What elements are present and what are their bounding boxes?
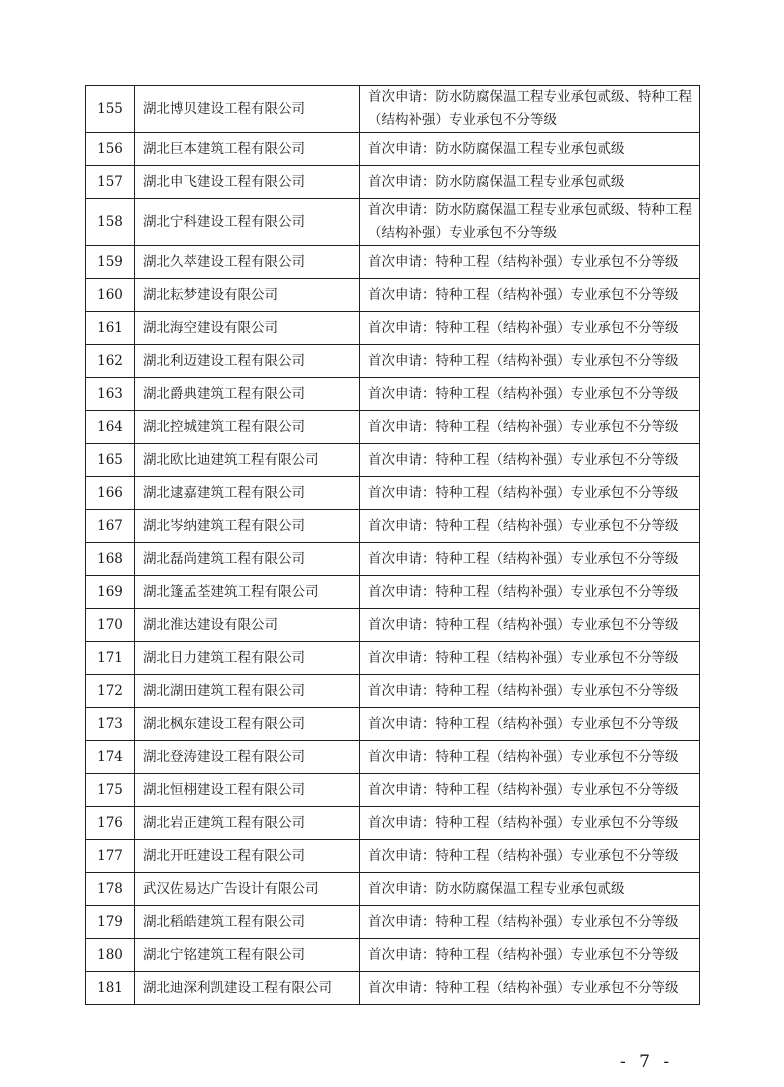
company-name: 湖北枫东建设工程有限公司 <box>135 708 360 741</box>
table-row <box>86 873 700 906</box>
row-number: 165 <box>86 444 135 477</box>
row-number: 177 <box>86 840 135 873</box>
qualification-text: 首次申请：特种工程（结构补强）专业承包不分等级 <box>360 972 700 1005</box>
row-number: 161 <box>86 312 135 345</box>
table-row <box>86 840 700 873</box>
company-name: 湖北磊尚建筑工程有限公司 <box>135 543 360 576</box>
company-name: 湖北日力建筑工程有限公司 <box>135 642 360 675</box>
table-row <box>86 444 700 477</box>
row-number: 168 <box>86 543 135 576</box>
table-row <box>86 166 700 199</box>
company-name: 湖北湖田建筑工程有限公司 <box>135 675 360 708</box>
table-row <box>86 576 700 609</box>
company-name: 湖北巨本建筑工程有限公司 <box>135 133 360 166</box>
row-number: 172 <box>86 675 135 708</box>
company-qualification-table <box>85 85 700 1005</box>
qualification-text: 首次申请：特种工程（结构补强）专业承包不分等级 <box>360 345 700 378</box>
qualification-text: 首次申请：防水防腐保温工程专业承包贰级 <box>360 873 700 906</box>
company-name: 湖北稻皓建筑工程有限公司 <box>135 906 360 939</box>
row-number: 176 <box>86 807 135 840</box>
company-name: 湖北宁铭建筑工程有限公司 <box>135 939 360 972</box>
row-number: 155 <box>86 86 135 133</box>
table-row <box>86 86 700 133</box>
qualification-text: 首次申请：特种工程（结构补强）专业承包不分等级 <box>360 411 700 444</box>
table-row <box>86 510 700 543</box>
company-name: 湖北利迈建设工程有限公司 <box>135 345 360 378</box>
row-number: 173 <box>86 708 135 741</box>
row-number: 156 <box>86 133 135 166</box>
table-row <box>86 939 700 972</box>
row-number: 164 <box>86 411 135 444</box>
company-name: 湖北欧比迪建筑工程有限公司 <box>135 444 360 477</box>
table-row <box>86 741 700 774</box>
table-row <box>86 133 700 166</box>
qualification-text: 首次申请：特种工程（结构补强）专业承包不分等级 <box>360 642 700 675</box>
table-row <box>86 675 700 708</box>
row-number: 175 <box>86 774 135 807</box>
qualification-text: 首次申请：特种工程（结构补强）专业承包不分等级 <box>360 774 700 807</box>
company-name: 湖北恒栩建设工程有限公司 <box>135 774 360 807</box>
company-name: 湖北海空建设有限公司 <box>135 312 360 345</box>
table-row <box>86 972 700 1005</box>
qualification-text: 首次申请：防水防腐保温工程专业承包贰级 <box>360 133 700 166</box>
qualification-text: 首次申请：特种工程（结构补强）专业承包不分等级 <box>360 510 700 543</box>
qualification-text: 首次申请：特种工程（结构补强）专业承包不分等级 <box>360 675 700 708</box>
row-number: 163 <box>86 378 135 411</box>
qualification-text: 首次申请：特种工程（结构补强）专业承包不分等级 <box>360 246 700 279</box>
row-number: 169 <box>86 576 135 609</box>
qualification-text: 首次申请：特种工程（结构补强）专业承包不分等级 <box>360 906 700 939</box>
row-number: 170 <box>86 609 135 642</box>
company-name: 湖北淮达建设有限公司 <box>135 609 360 642</box>
row-number: 162 <box>86 345 135 378</box>
qualification-text: 首次申请：防水防腐保温工程专业承包贰级、特种工程（结构补强）专业承包不分等级 <box>360 86 700 133</box>
qualification-text: 首次申请：特种工程（结构补强）专业承包不分等级 <box>360 939 700 972</box>
qualification-text: 首次申请：特种工程（结构补强）专业承包不分等级 <box>360 378 700 411</box>
company-name: 武汉佐易达广告设计有限公司 <box>135 873 360 906</box>
table-row <box>86 378 700 411</box>
company-name: 湖北迪深利凯建设工程有限公司 <box>135 972 360 1005</box>
row-number: 158 <box>86 199 135 246</box>
qualification-text: 首次申请：特种工程（结构补强）专业承包不分等级 <box>360 741 700 774</box>
table-row <box>86 312 700 345</box>
company-name: 湖北申飞建设工程有限公司 <box>135 166 360 199</box>
qualification-text: 首次申请：特种工程（结构补强）专业承包不分等级 <box>360 609 700 642</box>
table-row <box>86 609 700 642</box>
qualification-text: 首次申请：特种工程（结构补强）专业承包不分等级 <box>360 576 700 609</box>
company-name: 湖北岩正建筑工程有限公司 <box>135 807 360 840</box>
table-row <box>86 807 700 840</box>
table-row <box>86 774 700 807</box>
row-number: 159 <box>86 246 135 279</box>
company-name: 湖北开旺建设工程有限公司 <box>135 840 360 873</box>
row-number: 180 <box>86 939 135 972</box>
table-row <box>86 345 700 378</box>
table-row <box>86 906 700 939</box>
qualification-text: 首次申请：特种工程（结构补强）专业承包不分等级 <box>360 279 700 312</box>
company-name: 湖北逮嘉建筑工程有限公司 <box>135 477 360 510</box>
qualification-text: 首次申请：特种工程（结构补强）专业承包不分等级 <box>360 477 700 510</box>
table-row <box>86 279 700 312</box>
table-body <box>86 86 700 1005</box>
qualification-text: 首次申请：防水防腐保温工程专业承包贰级 <box>360 166 700 199</box>
company-name: 湖北岑纳建筑工程有限公司 <box>135 510 360 543</box>
qualification-text: 首次申请：特种工程（结构补强）专业承包不分等级 <box>360 312 700 345</box>
company-name: 湖北控城建筑工程有限公司 <box>135 411 360 444</box>
table-row <box>86 708 700 741</box>
company-name: 湖北博贝建设工程有限公司 <box>135 86 360 133</box>
row-number: 166 <box>86 477 135 510</box>
table-row <box>86 246 700 279</box>
row-number: 171 <box>86 642 135 675</box>
row-number: 160 <box>86 279 135 312</box>
row-number: 167 <box>86 510 135 543</box>
table-row <box>86 199 700 246</box>
company-name: 湖北爵典建筑工程有限公司 <box>135 378 360 411</box>
row-number: 174 <box>86 741 135 774</box>
company-name: 湖北登涛建设工程有限公司 <box>135 741 360 774</box>
row-number: 178 <box>86 873 135 906</box>
company-name: 湖北篷孟荃建筑工程有限公司 <box>135 576 360 609</box>
qualification-text: 首次申请：特种工程（结构补强）专业承包不分等级 <box>360 840 700 873</box>
table-row <box>86 411 700 444</box>
company-name: 湖北久萃建设工程有限公司 <box>135 246 360 279</box>
qualification-text: 首次申请：特种工程（结构补强）专业承包不分等级 <box>360 708 700 741</box>
company-name: 湖北宁科建设工程有限公司 <box>135 199 360 246</box>
page-number: - 7 - <box>620 1052 674 1072</box>
table-row <box>86 543 700 576</box>
qualification-text: 首次申请：特种工程（结构补强）专业承包不分等级 <box>360 807 700 840</box>
qualification-text: 首次申请：防水防腐保温工程专业承包贰级、特种工程（结构补强）专业承包不分等级 <box>360 199 700 246</box>
row-number: 179 <box>86 906 135 939</box>
qualification-text: 首次申请：特种工程（结构补强）专业承包不分等级 <box>360 543 700 576</box>
row-number: 157 <box>86 166 135 199</box>
qualification-text: 首次申请：特种工程（结构补强）专业承包不分等级 <box>360 444 700 477</box>
row-number: 181 <box>86 972 135 1005</box>
table-row <box>86 477 700 510</box>
company-name: 湖北耘梦建设有限公司 <box>135 279 360 312</box>
table-row <box>86 642 700 675</box>
